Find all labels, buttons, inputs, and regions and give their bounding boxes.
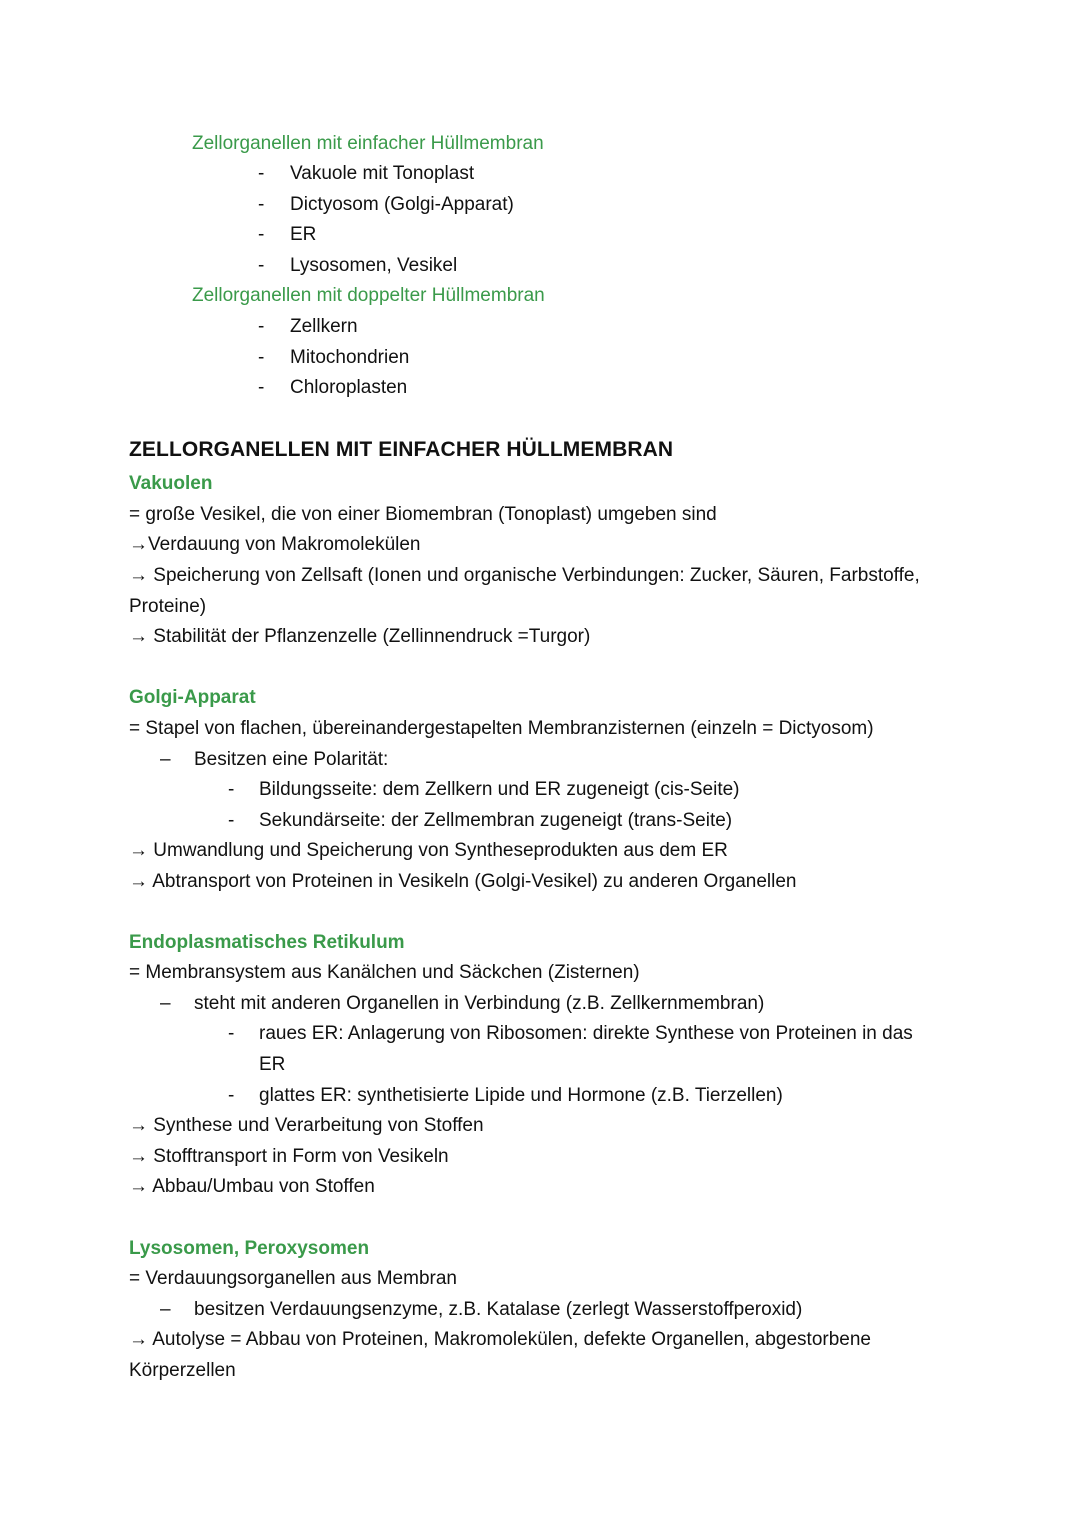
bullet-dash: - — [258, 347, 265, 368]
bullet-dash: - — [258, 377, 265, 398]
sub-sub-point: Bildungsseite: dem Zellkern und ER zugeneigt (cis-Seite) — [259, 779, 740, 800]
sub-sub-point: glattes ER: synthetisierte Lipide und Hormone (z.B. Tierzellen) — [259, 1085, 783, 1106]
sub-sub-point-cont: ER — [259, 1054, 286, 1075]
sub-point: steht mit anderen Organellen in Verbindung (z.B. Zellkernmembran) — [194, 993, 765, 1014]
function-line: → Stofftransport in Form von Vesikeln — [129, 1146, 449, 1167]
sub-sub-point: Sekundärseite: der Zellmembran zugeneigt (trans-Seite) — [259, 810, 733, 831]
section-title-er: Endoplasmatisches Retikulum — [129, 932, 405, 953]
sub-sub-point: raues ER: Anlagerung von Ribosomen: direkte Synthese von Proteinen in das — [259, 1023, 913, 1044]
overview-single-title: Zellorganellen mit einfacher Hüllmembran — [192, 133, 544, 154]
bullet-dash: - — [258, 255, 265, 276]
bullet-dash: – — [160, 993, 171, 1014]
function-line: → Umwandlung und Speicherung von Syntheseprodukten aus dem ER — [129, 840, 728, 861]
definition: = Verdauungsorganellen aus Membran — [129, 1268, 457, 1289]
bullet-dash: – — [160, 1299, 171, 1320]
function-line: → Synthese und Verarbeitung von Stoffen — [129, 1115, 484, 1136]
overview-double-title: Zellorganellen mit doppelter Hüllmembran — [192, 285, 545, 306]
function-line: → Abtransport von Proteinen in Vesikeln (Golgi-Vesikel) zu anderen Organellen — [129, 871, 797, 892]
bullet-dash: - — [258, 194, 265, 215]
bullet-dash: - — [258, 316, 265, 337]
function-line: → Stabilität der Pflanzenzelle (Zellinnendruck =Turgor) — [129, 626, 591, 647]
function-line: →Verdauung von Makromolekülen — [129, 534, 421, 555]
sub-point: Besitzen eine Polarität: — [194, 749, 389, 770]
list-item: Lysosomen, Vesikel — [290, 255, 458, 276]
function-line: → Autolyse = Abbau von Proteinen, Makromolekülen, defekte Organellen, abgestorbene — [129, 1329, 872, 1350]
section-title-golgi: Golgi-Apparat — [129, 687, 256, 708]
list-item: Dictyosom (Golgi-Apparat) — [290, 194, 514, 215]
section-title-lysosomen: Lysosomen, Peroxysomen — [129, 1238, 370, 1259]
bullet-dash: - — [258, 163, 265, 184]
list-item: ER — [290, 224, 317, 245]
list-item: Chloroplasten — [290, 377, 408, 398]
sub-point: besitzen Verdauungsenzyme, z.B. Katalase (zerlegt Wasserstoffperoxid) — [194, 1299, 803, 1320]
bullet-dash: - — [258, 224, 265, 245]
bullet-dash: - — [228, 1085, 235, 1106]
function-line: → Speicherung von Zellsaft (Ionen und organische Verbindungen: Zucker, Säuren, Farbstoffe, — [129, 565, 920, 586]
bullet-dash: - — [228, 1023, 235, 1044]
bullet-dash: – — [160, 749, 171, 770]
list-item: Zellkern — [290, 316, 358, 337]
definition: = Stapel von flachen, übereinandergestapelten Membranzisternen (einzeln = Dictyosom) — [129, 718, 874, 739]
list-item: Vakuole mit Tonoplast — [290, 163, 475, 184]
function-line-cont: Proteine) — [129, 596, 207, 617]
bullet-dash: - — [228, 810, 235, 831]
definition: = große Vesikel, die von einer Biomembran (Tonoplast) umgeben sind — [129, 504, 717, 525]
bullet-dash: - — [228, 779, 235, 800]
list-item: Mitochondrien — [290, 347, 410, 368]
section-title-vakuolen: Vakuolen — [129, 473, 213, 494]
main-heading: ZELLORGANELLEN MIT EINFACHER HÜLLMEMBRAN — [129, 438, 674, 461]
function-line-cont: Körperzellen — [129, 1360, 236, 1381]
definition: = Membransystem aus Kanälchen und Säckchen (Zisternen) — [129, 962, 640, 983]
function-line: → Abbau/Umbau von Stoffen — [129, 1176, 375, 1197]
